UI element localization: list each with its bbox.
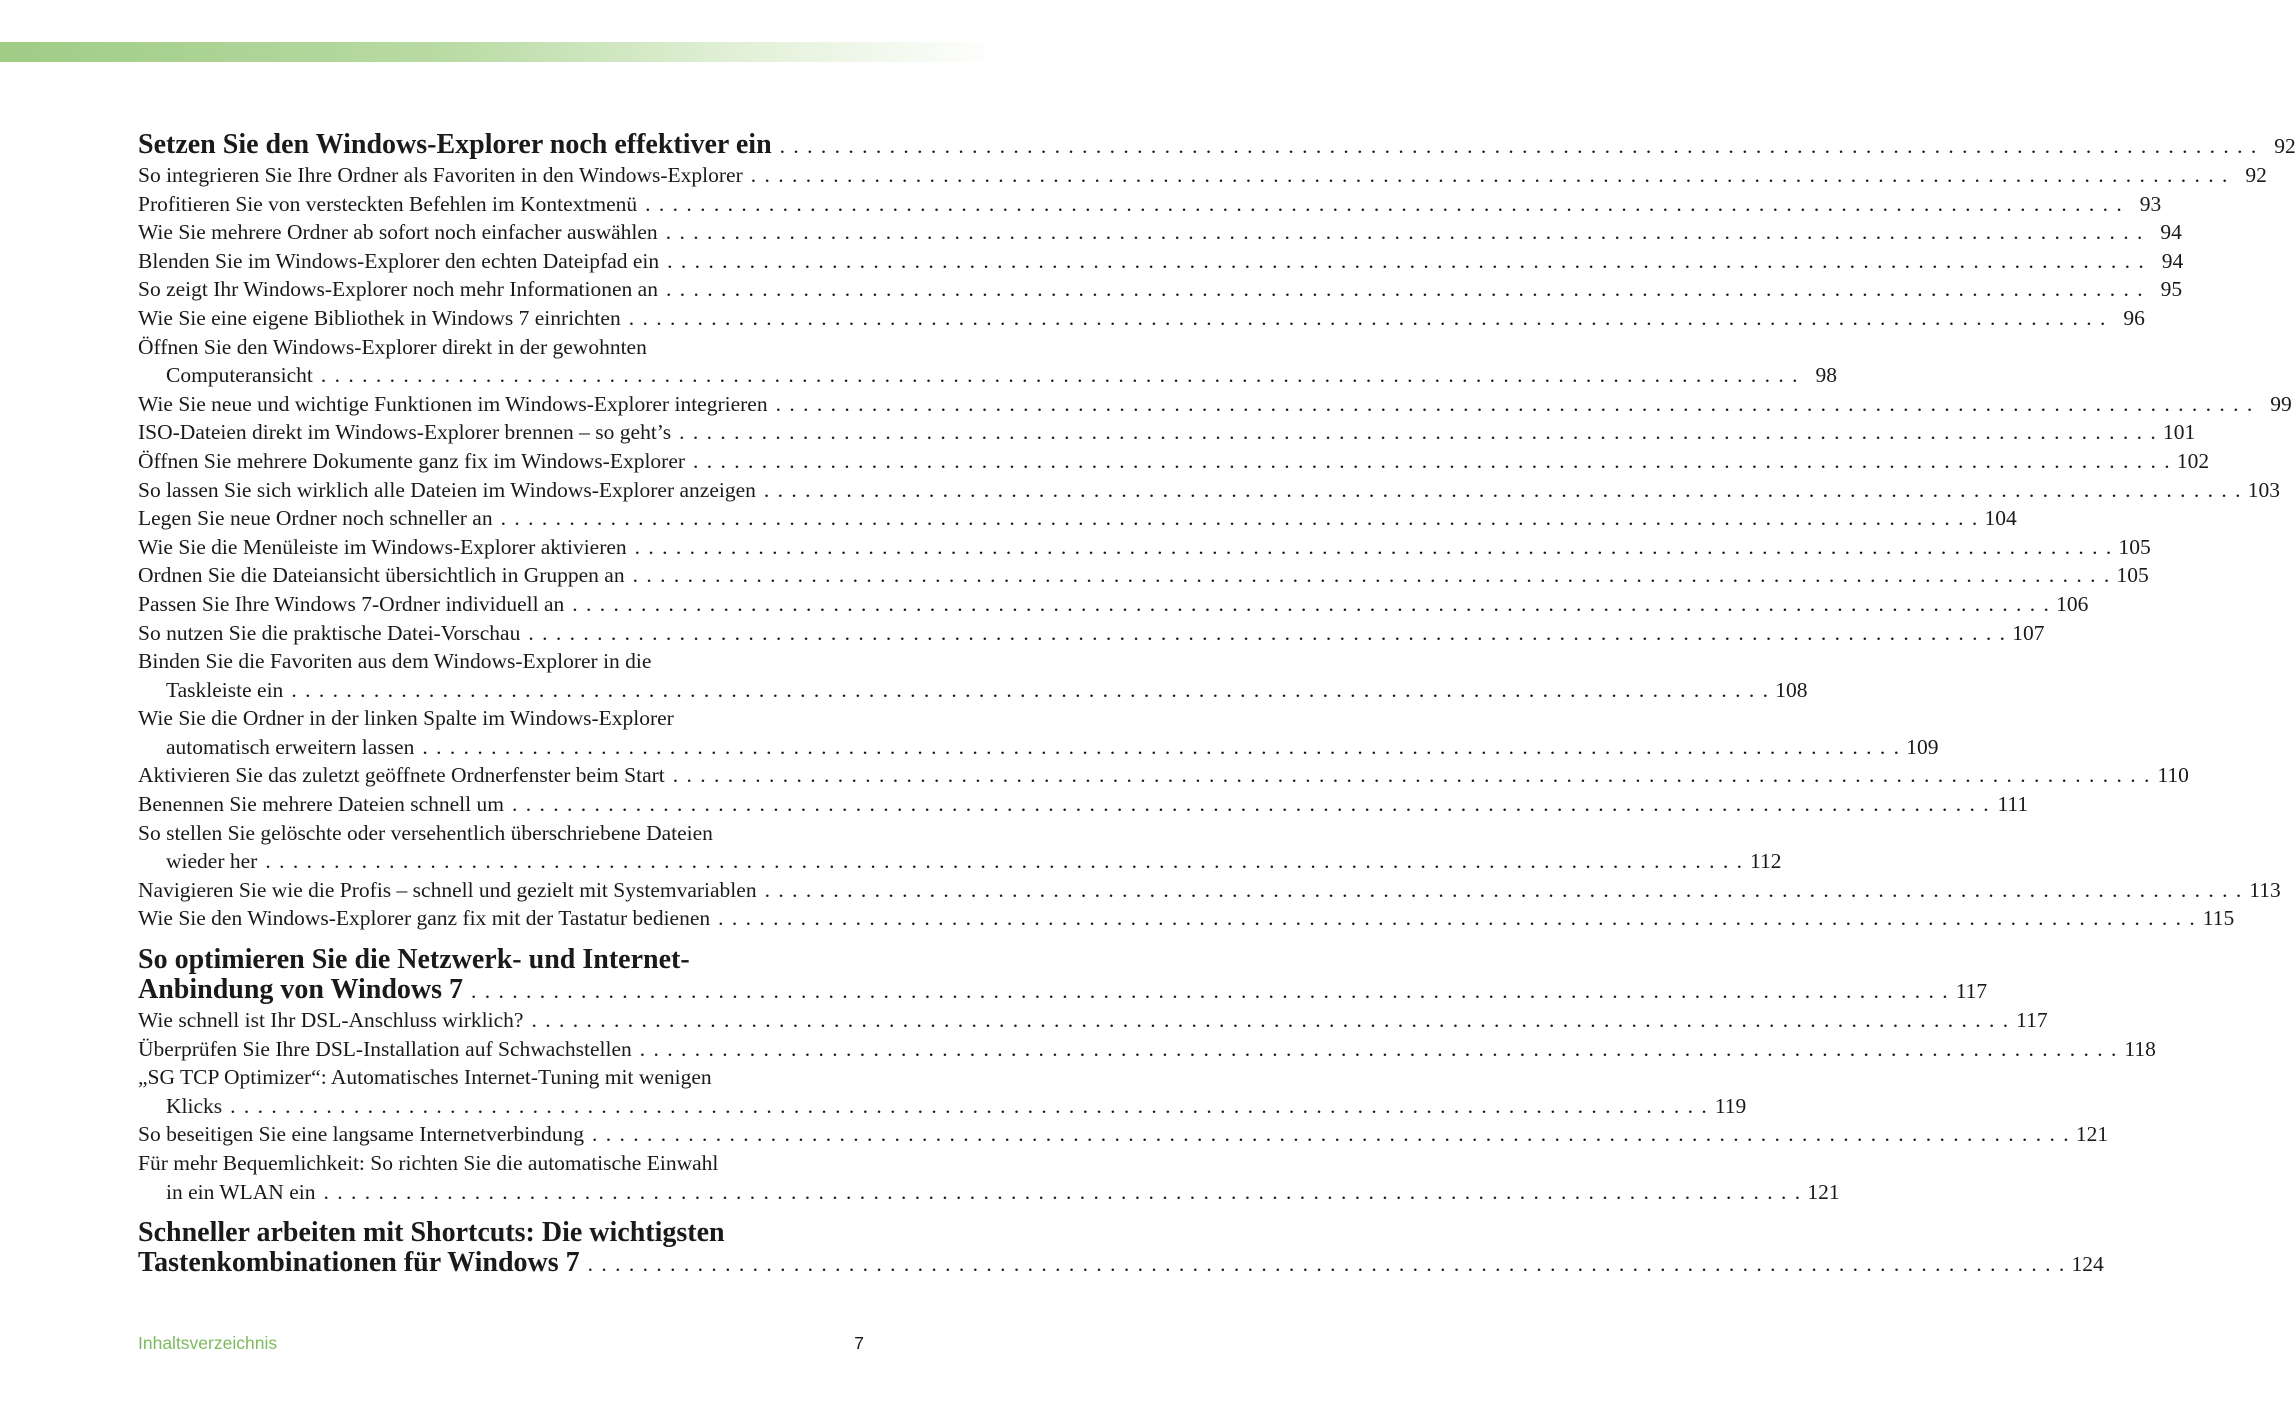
entry-title: Aktivieren Sie das zuletzt geöffnete Ordnerfenster beim Start <box>138 763 665 788</box>
page-number: 96 <box>2123 305 2145 330</box>
page-number: 109 <box>1906 734 1939 759</box>
footer-page-number: 7 <box>854 1333 864 1353</box>
page-number: 111 <box>1997 792 2029 817</box>
entry-title: Wie Sie den Windows-Explorer ganz fix mit der Tastatur bedienen <box>138 906 711 931</box>
entry-title: Profitieren Sie von versteckten Befehlen im Kontextmenü <box>138 191 638 216</box>
page-number: 94 <box>2161 248 2184 273</box>
page-number: 108 <box>1775 677 1808 702</box>
toc-entry[interactable] <box>138 218 2182 247</box>
entry-title: So nutzen Sie die praktische Datei-Vorschau <box>138 620 521 645</box>
toc-entry[interactable] <box>138 1006 2048 1035</box>
dot-leader <box>471 976 1949 1006</box>
chapter-title-continued: Tastenkombinationen für Windows 7 <box>138 1247 580 1279</box>
page-number: 105 <box>2116 563 2149 588</box>
page-number: 104 <box>1984 506 2017 531</box>
entry-title-continued: Computeransicht <box>166 363 313 388</box>
page-number: 117 <box>2016 1008 2048 1033</box>
toc-entry[interactable] <box>138 533 2151 562</box>
toc-entry[interactable] <box>138 847 1782 876</box>
toc-entry[interactable] <box>138 676 1808 705</box>
dot-leader <box>512 790 1990 819</box>
toc-entry[interactable] <box>138 247 2184 276</box>
entry-title: Überprüfen Sie Ihre DSL-Installation auf Schwachstellen <box>138 1036 632 1061</box>
page-number: 113 <box>2249 877 2281 902</box>
page-number: 99 <box>2270 391 2292 416</box>
dot-leader <box>230 1092 1708 1121</box>
page-number: 118 <box>2124 1036 2156 1061</box>
entry-title-continued: wieder her <box>166 849 258 874</box>
entry-title: Wie Sie eine eigene Bibliothek in Windows 7 einrichten <box>138 305 621 330</box>
toc-entry[interactable] <box>138 590 2089 619</box>
page-number: 103 <box>2247 477 2281 502</box>
toc-entry[interactable] <box>138 447 2210 476</box>
chapter-title[interactable]: So optimieren Sie die Netzwerk- und Internet- <box>138 944 690 976</box>
entry-title-continued: automatisch erweitern lassen <box>166 734 415 759</box>
page-number: 121 <box>1807 1179 1840 1204</box>
dot-leader <box>588 1249 2066 1279</box>
chapter-title: Setzen Sie den Windows-Explorer noch effektiver ein <box>138 129 772 160</box>
page-number: 124 <box>2071 1252 2104 1277</box>
entry-title: So zeigt Ihr Windows-Explorer noch mehr Informationen an <box>138 277 658 302</box>
dot-leader <box>666 275 2144 304</box>
page-number: 106 <box>2056 591 2089 616</box>
toc-entry[interactable] <box>138 390 2292 419</box>
entry-title: Wie Sie die Menüleiste im Windows-Explorer aktivieren <box>138 534 627 559</box>
page-number: 110 <box>2157 763 2189 788</box>
page-number: 102 <box>2176 448 2210 473</box>
dot-leader <box>321 361 1799 390</box>
dot-leader <box>693 447 2171 476</box>
toc-entry[interactable] <box>138 1120 2109 1149</box>
entry-title[interactable]: Binden Sie die Favoriten aus dem Windows-Explorer in die <box>138 649 652 674</box>
entry-title: Navigieren Sie wie die Profis – schnell und gezielt mit Systemvariablen <box>138 877 757 902</box>
table-of-contents <box>138 129 2296 1279</box>
dot-leader <box>501 504 1979 533</box>
toc-entry[interactable] <box>138 304 2145 333</box>
toc-entry[interactable] <box>138 733 1939 762</box>
dot-leader <box>633 561 2111 590</box>
toc-chapter-heading[interactable] <box>138 1247 2104 1279</box>
dot-leader <box>718 904 2196 933</box>
dot-leader <box>640 1035 2118 1064</box>
toc-entry[interactable] <box>138 761 2189 790</box>
dot-leader <box>667 247 2145 276</box>
entry-title: So integrieren Sie Ihre Ordner als Favoriten in den Windows-Explorer <box>138 163 743 187</box>
dot-leader <box>776 390 2254 419</box>
dot-leader <box>531 1006 2009 1035</box>
entry-title-continued: Taskleiste ein <box>166 677 284 702</box>
entry-title[interactable]: Öffnen Sie den Windows-Explorer direkt in der gewohnten <box>138 334 647 359</box>
dot-leader <box>265 847 1743 876</box>
entry-title[interactable]: Für mehr Bequemlichkeit: So richten Sie die automatische Einwahl <box>138 1151 719 1175</box>
entry-title: So beseitigen Sie eine langsame Internetverbindung <box>138 1122 584 1147</box>
toc-section-3 <box>138 1217 2104 1279</box>
toc-entry[interactable] <box>138 790 2029 819</box>
page-number: 112 <box>1750 849 1782 874</box>
dot-leader <box>635 533 2113 562</box>
toc-entry[interactable] <box>138 361 1838 390</box>
entry-title: So lassen Sie sich wirklich alle Dateien im Windows-Explorer anzeigen <box>138 477 756 502</box>
entry-title: Benennen Sie mehrere Dateien schnell um <box>138 792 504 817</box>
entry-title: Wie schnell ist Ihr DSL-Anschluss wirklich? <box>138 1008 524 1033</box>
dot-leader <box>422 733 1900 762</box>
page-number: 121 <box>2075 1122 2109 1147</box>
page-number: 93 <box>2139 191 2162 216</box>
footer-section-title: Inhaltsverzeichnis <box>138 1333 278 1353</box>
dot-leader <box>645 190 2123 219</box>
entry-title: ISO-Dateien direkt im Windows-Explorer brennen – so geht’s <box>138 420 672 445</box>
toc-entry[interactable] <box>138 190 2162 219</box>
header-gradient-bar <box>0 42 1000 62</box>
page-number: 95 <box>2160 277 2183 302</box>
dot-leader <box>629 304 2107 333</box>
toc-entry[interactable] <box>138 275 2183 304</box>
toc-entry[interactable] <box>138 1178 1840 1207</box>
entry-title-continued: Klicks <box>166 1093 223 1118</box>
toc-section-1 <box>138 129 2296 933</box>
entry-title[interactable]: Wie Sie die Ordner in der linken Spalte im Windows-Explorer <box>138 706 674 731</box>
dot-leader <box>765 876 2243 905</box>
page-number: 119 <box>1714 1093 1747 1118</box>
page-number: 107 <box>2012 620 2045 645</box>
dot-leader <box>780 131 2258 161</box>
dot-leader <box>528 619 2006 648</box>
entry-title: Blenden Sie im Windows-Explorer den echten Dateipfad ein <box>138 248 660 273</box>
page-number: 117 <box>1955 979 1988 1004</box>
entry-title: Passen Sie Ihre Windows 7-Ordner individuell an <box>138 591 565 616</box>
toc-chapter-heading[interactable] <box>138 974 1988 1006</box>
page-number: 92 <box>2274 134 2296 158</box>
chapter-title[interactable]: Schneller arbeiten mit Shortcuts: Die wichtigsten <box>138 1217 725 1249</box>
entry-title[interactable]: So stellen Sie gelöschte oder versehentlich überschriebene Dateien <box>138 820 713 845</box>
page-number: 115 <box>2202 906 2235 931</box>
toc-entry[interactable] <box>138 561 2149 590</box>
dot-leader <box>764 476 2242 505</box>
entry-title: Wie Sie neue und wichtige Funktionen im Windows-Explorer integrieren <box>138 391 768 416</box>
dot-leader <box>323 1178 1801 1207</box>
toc-entry[interactable] <box>138 504 2017 533</box>
dot-leader <box>291 676 1769 705</box>
dot-leader <box>673 761 2151 790</box>
dot-leader <box>592 1120 2070 1149</box>
toc-entry[interactable] <box>138 476 2281 505</box>
page-number: 101 <box>2163 420 2196 445</box>
entry-title[interactable]: „SG TCP Optimizer“: Automatisches Internet-Tuning mit wenigen <box>138 1065 712 1090</box>
toc-entry[interactable] <box>138 1035 2156 1064</box>
toc-entry[interactable] <box>138 619 2045 648</box>
toc-entry[interactable] <box>138 1092 1747 1121</box>
entry-title: Ordnen Sie die Dateiansicht übersichtlich in Gruppen an <box>138 563 625 588</box>
dot-leader <box>679 418 2157 447</box>
page-number: 92 <box>2245 163 2267 187</box>
entry-title: Öffnen Sie mehrere Dokumente ganz fix im Windows-Explorer <box>138 448 686 473</box>
page-number: 98 <box>1815 363 1838 388</box>
chapter-title-continued: Anbindung von Windows 7 <box>138 974 464 1006</box>
page-number: 94 <box>2160 220 2182 245</box>
toc-entry[interactable] <box>138 418 2196 447</box>
dot-leader <box>751 161 2229 190</box>
toc-section-2 <box>138 944 2156 1206</box>
page-number: 105 <box>2118 534 2151 559</box>
toc-entry[interactable] <box>138 876 2281 905</box>
dot-leader <box>666 218 2144 247</box>
entry-title-continued: in ein WLAN ein <box>166 1179 316 1204</box>
toc-entry[interactable] <box>138 161 2267 190</box>
toc-chapter-heading[interactable] <box>138 129 2296 161</box>
entry-title: Legen Sie neue Ordner noch schneller an <box>138 506 493 531</box>
dot-leader <box>572 590 2050 619</box>
toc-entry[interactable] <box>138 904 2235 933</box>
entry-title: Wie Sie mehrere Ordner ab sofort noch einfacher auswählen <box>138 220 658 245</box>
